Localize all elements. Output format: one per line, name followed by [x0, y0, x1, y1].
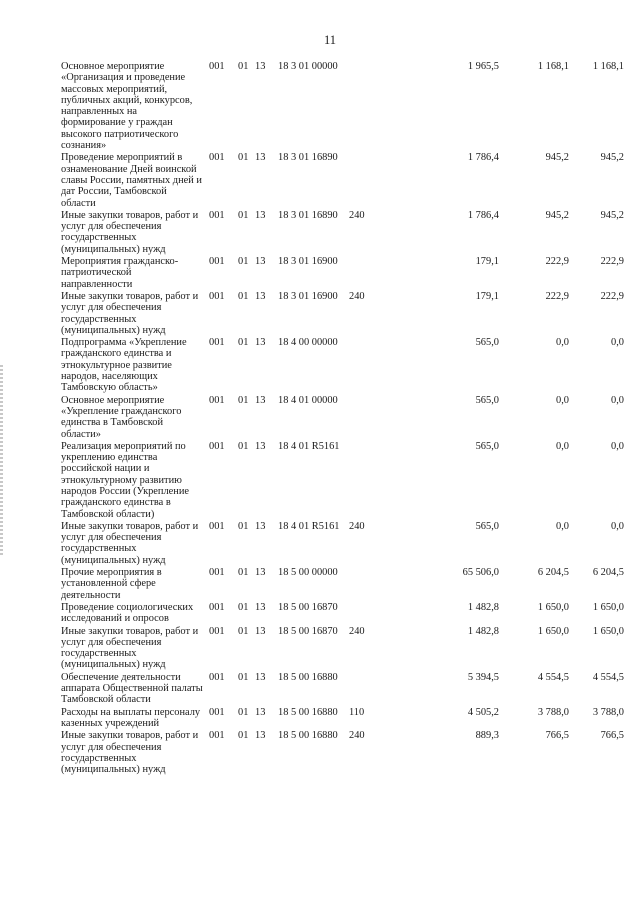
section-code: 01 — [238, 730, 249, 742]
grbs-code: 001 — [209, 671, 225, 683]
grbs-code: 001 — [209, 61, 225, 72]
amount-year-2: 0,0 — [556, 337, 569, 349]
table-row — [61, 671, 624, 706]
grbs-code: 001 — [209, 706, 225, 718]
amount-year-1: 179,1 — [475, 290, 499, 302]
table-row — [61, 601, 624, 625]
amount-year-3: 1 650,0 — [592, 625, 624, 637]
subsection-code: 13 — [255, 601, 266, 613]
amount-year-1: 565,0 — [475, 394, 499, 406]
table-row — [61, 337, 624, 394]
amount-year-1: 565,0 — [475, 520, 499, 532]
expense-name: Иные закупки товаров, работ и услуг для обеспечения государственных (муниципальных) нужд — [61, 520, 199, 566]
subsection-code: 13 — [255, 567, 266, 579]
table-row — [61, 440, 624, 520]
table-row — [61, 256, 624, 290]
subsection-code: 13 — [255, 394, 266, 406]
amount-year-2: 222,9 — [545, 256, 569, 268]
target-article-code: 18 3 01 16900 — [278, 256, 338, 268]
subsection-code: 13 — [255, 730, 266, 742]
amount-year-3: 945,2 — [600, 152, 624, 164]
grbs-code: 001 — [209, 601, 225, 613]
expense-type-code: 240 — [349, 290, 365, 302]
target-article-code: 18 3 01 16890 — [278, 209, 338, 221]
grbs-code: 001 — [209, 152, 225, 164]
table-row — [61, 567, 624, 601]
expense-name: Расходы на выплаты персоналу казенных учреждений — [61, 706, 201, 729]
expense-name: Иные закупки товаров, работ и услуг для обеспечения государственных (муниципальных) нужд — [61, 730, 199, 776]
subsection-code: 13 — [255, 671, 266, 683]
expense-name: Проведение мероприятий в ознаменование Дней воинской славы России, памятных дней и дат России, Тамбовской области — [61, 152, 202, 209]
section-code: 01 — [238, 520, 249, 532]
amount-year-3: 766,5 — [600, 730, 624, 742]
expense-name: Основное мероприятие «Укрепление гражданского единства в Тамбовской области» — [61, 394, 182, 440]
amount-year-1: 1 482,8 — [467, 601, 499, 613]
grbs-code: 001 — [209, 256, 225, 268]
grbs-code: 001 — [209, 730, 225, 742]
expense-name: Прочие мероприятия в установленной сфере деятельности — [61, 567, 162, 601]
subsection-code: 13 — [255, 520, 266, 532]
section-code: 01 — [238, 440, 249, 452]
amount-year-1: 1 965,5 — [467, 61, 499, 72]
amount-year-1: 65 506,0 — [462, 567, 499, 579]
budget-table — [61, 61, 624, 776]
amount-year-2: 766,5 — [545, 730, 569, 742]
target-article-code: 18 4 01 R5161 — [278, 440, 340, 452]
expense-name: Мероприятия гражданско-патриотической направленности — [61, 256, 179, 290]
table-row — [61, 209, 624, 255]
target-article-code: 18 3 01 00000 — [278, 61, 338, 72]
section-code: 01 — [238, 209, 249, 221]
section-code: 01 — [238, 61, 249, 72]
expense-type-code: 240 — [349, 209, 365, 221]
subsection-code: 13 — [255, 706, 266, 718]
grbs-code: 001 — [209, 567, 225, 579]
subsection-code: 13 — [255, 61, 266, 72]
amount-year-1: 889,3 — [475, 730, 499, 742]
expense-name: Иные закупки товаров, работ и услуг для обеспечения государственных (муниципальных) нужд — [61, 290, 199, 336]
expense-type-code: 240 — [349, 520, 365, 532]
amount-year-2: 0,0 — [556, 440, 569, 452]
target-article-code: 18 3 01 16890 — [278, 152, 338, 164]
amount-year-2: 0,0 — [556, 520, 569, 532]
amount-year-1: 4 505,2 — [467, 706, 499, 718]
amount-year-3: 3 788,0 — [592, 706, 624, 718]
section-code: 01 — [238, 256, 249, 268]
target-article-code: 18 5 00 16870 — [278, 601, 338, 613]
amount-year-1: 1 482,8 — [467, 625, 499, 637]
scan-margin-mark — [0, 365, 3, 555]
grbs-code: 001 — [209, 290, 225, 302]
section-code: 01 — [238, 337, 249, 349]
amount-year-1: 179,1 — [475, 256, 499, 268]
subsection-code: 13 — [255, 337, 266, 349]
table-row — [61, 520, 624, 566]
grbs-code: 001 — [209, 394, 225, 406]
expense-name: Проведение социологических исследований и опросов — [61, 601, 194, 625]
table-row — [61, 730, 624, 776]
target-article-code: 18 5 00 16880 — [278, 706, 338, 718]
subsection-code: 13 — [255, 625, 266, 637]
table-row — [61, 152, 624, 209]
section-code: 01 — [238, 671, 249, 683]
amount-year-2: 3 788,0 — [537, 706, 569, 718]
grbs-code: 001 — [209, 440, 225, 452]
expense-name: Реализация мероприятий по укреплению единства российской нации и этнокультурному развитию народов России (Укрепление гражданского единства в Тамбовской области) — [61, 440, 190, 520]
page-number: 11 — [323, 33, 337, 47]
grbs-code: 001 — [209, 337, 225, 349]
amount-year-2: 222,9 — [545, 290, 569, 302]
subsection-code: 13 — [255, 152, 266, 164]
grbs-code: 001 — [209, 209, 225, 221]
amount-year-2: 1 650,0 — [537, 625, 569, 637]
grbs-code: 001 — [209, 625, 225, 637]
target-article-code: 18 5 00 16880 — [278, 730, 338, 742]
table-row — [61, 706, 624, 730]
target-article-code: 18 5 00 16870 — [278, 625, 338, 637]
section-code: 01 — [238, 290, 249, 302]
amount-year-3: 0,0 — [611, 394, 624, 406]
table-row — [61, 625, 624, 671]
amount-year-3: 4 554,5 — [592, 671, 624, 683]
section-code: 01 — [238, 625, 249, 637]
target-article-code: 18 3 01 16900 — [278, 290, 338, 302]
expense-name: Иные закупки товаров, работ и услуг для обеспечения государственных (муниципальных) нужд — [61, 625, 199, 671]
section-code: 01 — [238, 601, 249, 613]
amount-year-1: 565,0 — [475, 337, 499, 349]
target-article-code: 18 5 00 16880 — [278, 671, 338, 683]
amount-year-3: 0,0 — [611, 520, 624, 532]
expense-type-code: 240 — [349, 625, 365, 637]
expense-name: Обеспечение деятельности аппарата Общественной палаты Тамбовской области — [61, 671, 203, 706]
section-code: 01 — [238, 394, 249, 406]
grbs-code: 001 — [209, 520, 225, 532]
section-code: 01 — [238, 152, 249, 164]
section-code: 01 — [238, 706, 249, 718]
expense-name: Основное мероприятие «Организация и проведение массовых мероприятий, публичных акций, конкурсов, направленных на формирование у граждан высокого патриотического сознания» — [61, 61, 193, 152]
amount-year-3: 0,0 — [611, 440, 624, 452]
amount-year-1: 1 786,4 — [467, 209, 499, 221]
subsection-code: 13 — [255, 290, 266, 302]
subsection-code: 13 — [255, 256, 266, 268]
amount-year-2: 1 168,1 — [537, 61, 569, 72]
expense-name: Иные закупки товаров, работ и услуг для обеспечения государственных (муниципальных) нужд — [61, 209, 199, 255]
table-row — [61, 394, 624, 440]
expense-type-code: 240 — [349, 730, 365, 742]
target-article-code: 18 5 00 00000 — [278, 567, 338, 579]
section-code: 01 — [238, 567, 249, 579]
amount-year-1: 565,0 — [475, 440, 499, 452]
amount-year-1: 5 394,5 — [467, 671, 499, 683]
amount-year-2: 945,2 — [545, 152, 569, 164]
amount-year-2: 4 554,5 — [537, 671, 569, 683]
amount-year-2: 1 650,0 — [537, 601, 569, 613]
table-row — [61, 61, 624, 152]
subsection-code: 13 — [255, 440, 266, 452]
target-article-code: 18 4 00 00000 — [278, 337, 338, 349]
subsection-code: 13 — [255, 209, 266, 221]
amount-year-3: 1 168,1 — [592, 61, 624, 72]
expense-name: Подпрограмма «Укрепление гражданского единства и этнокультурное развитие народов, населяющих Тамбовскую область» — [61, 337, 187, 394]
amount-year-2: 945,2 — [545, 209, 569, 221]
expense-type-code: 110 — [349, 706, 365, 718]
amount-year-2: 0,0 — [556, 394, 569, 406]
amount-year-2: 6 204,5 — [537, 567, 569, 579]
amount-year-3: 0,0 — [611, 337, 624, 349]
target-article-code: 18 4 01 R5161 — [278, 520, 340, 532]
amount-year-3: 222,9 — [600, 290, 624, 302]
target-article-code: 18 4 01 00000 — [278, 394, 338, 406]
amount-year-1: 1 786,4 — [467, 152, 499, 164]
amount-year-3: 6 204,5 — [592, 567, 624, 579]
amount-year-3: 1 650,0 — [592, 601, 624, 613]
amount-year-3: 222,9 — [600, 256, 624, 268]
table-row — [61, 290, 624, 336]
amount-year-3: 945,2 — [600, 209, 624, 221]
